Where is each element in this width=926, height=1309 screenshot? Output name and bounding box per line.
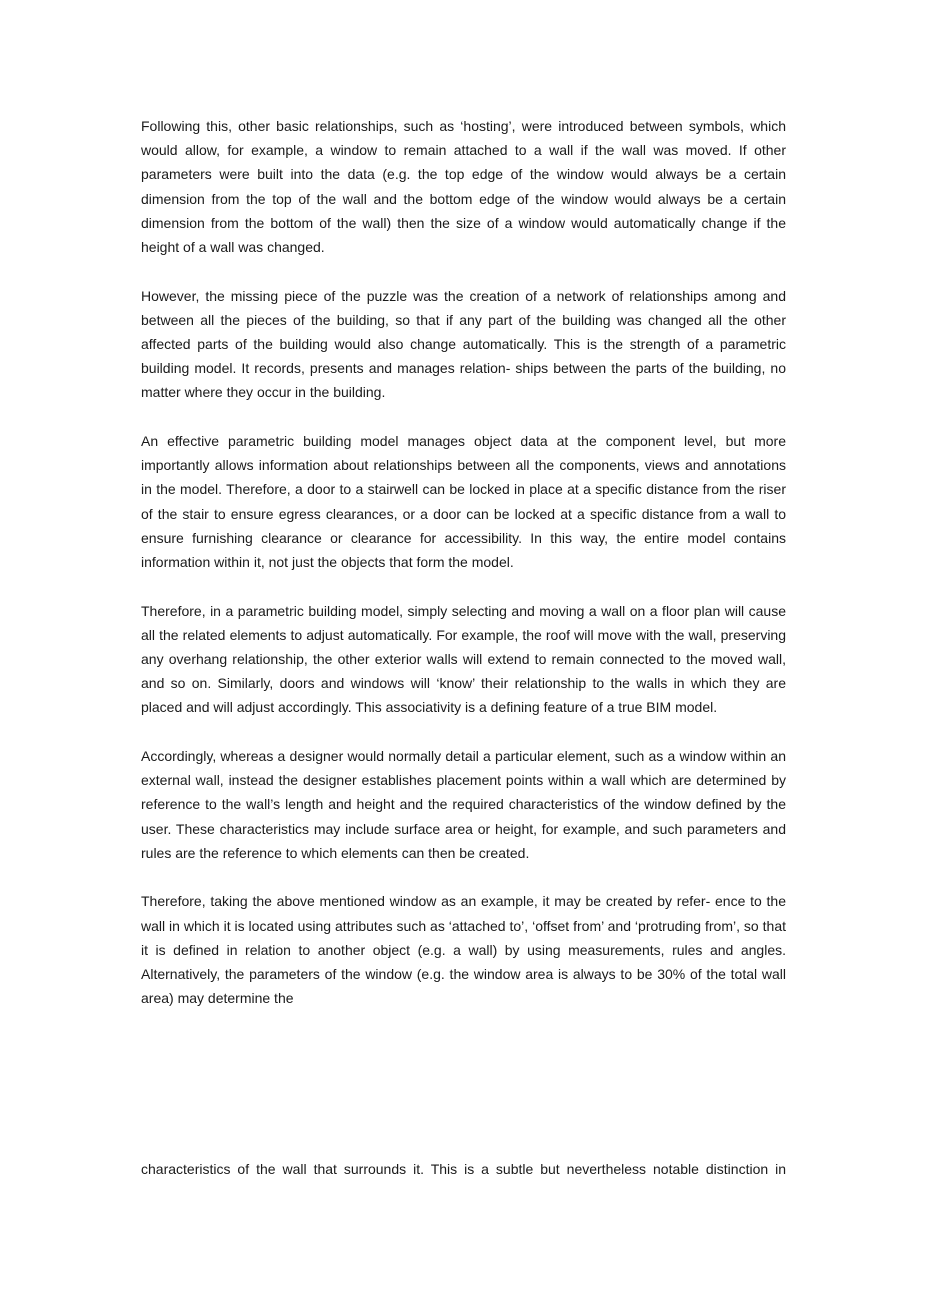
paragraph-component-level-data: An effective parametric building model manages object data at the component level, but more importantly allows information about relationships between all the components, views and annotations in the model. Therefore, a door to a stairwell can be locked in place at a specific distance from the riser of the stair to ensure egress clearances, or a door can be locked at a specific distance from a wall to ensure furnishing clearance or clearance for accessibility. In this way, the entire model contains information within it, not just the objects that form the model. [141, 433, 786, 571]
paragraph-placement-points: Accordingly, whereas a designer would normally detail a particular element, such as a window within an external wall, instead the designer establishes placement points within a wall which are determined by reference to the wall’s length and height and the required characteristics of the window defined by the user. These characteristics may include surface area or height, for example, and such parameters and rules are the reference to which elements can then be created. [141, 748, 786, 861]
document-body [141, 114, 786, 1010]
paragraph-moving-wall-example: Therefore, in a parametric building model, simply selecting and moving a wall on a floor plan will cause all the related elements to adjust automatically. For example, the roof will move with the wall, preserving any overhang relationship, the other exterior walls will extend to remain connected to the moved wall, and so on. Similarly, doors and windows will ‘know’ their relationship to the walls in which they are placed and will adjust accordingly. This associativity is a defining feature of a true BIM model. [141, 602, 786, 716]
paragraph-window-attributes: Therefore, taking the above mentioned window as an example, it may be created by refer- ence to the wall in which it is located using attributes such as ‘attached to’, ‘offset from’ and ‘protruding from’, so that it is defined in relation to another object (e.g. a wall) by using measurements, rules and angles. Alternatively, the parameters of the window (e.g. the window area is always to be 30% of the total wall area) may determine the [141, 893, 786, 1007]
paragraph-continuation-line: characteristics of the wall that surrounds it. This is a subtle but nevertheless notable distinction in [141, 1161, 786, 1177]
paragraph-hosting-relationships: Following this, other basic relationships, such as ‘hosting’, were introduced between symbols, which would allow, for example, a window to remain attached to a wall if the wall was moved. If other parameters were built into the data (e.g. the top edge of the window would always be a certain dimension from the top of the wall and the bottom edge of the window would always be a certain dimension from the bottom of the wall) then the size of a window would automatically change if the height of a wall was changed. [141, 118, 786, 256]
paragraph-relationship-network: However, the missing piece of the puzzle was the creation of a network of relationships among and between all the pieces of the building, so that if any part of the building was changed all the other affected parts of the building would also change automatically. This is the strength of a parametric building model. It records, presents and manages relation- ships between the parts of the building, no matter where they occur in the building. [141, 287, 786, 401]
